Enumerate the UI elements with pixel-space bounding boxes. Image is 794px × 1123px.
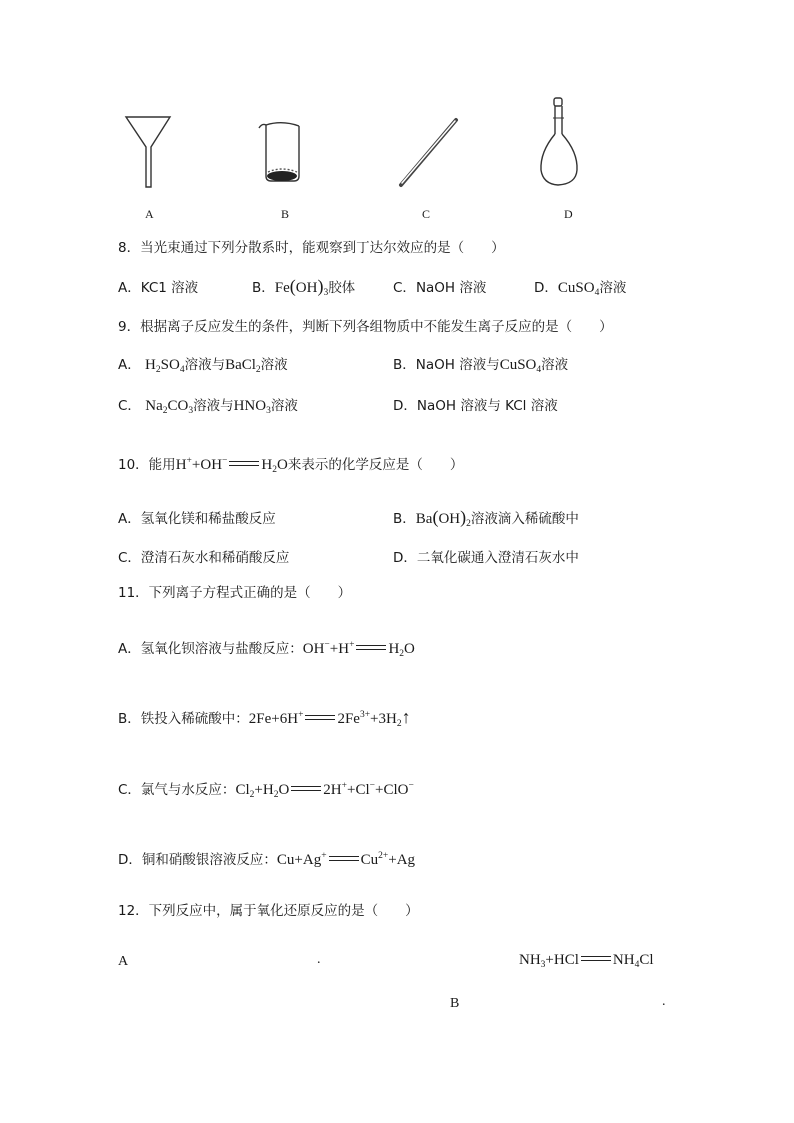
apparatus-label-a: A xyxy=(145,207,154,221)
question-8-stem: 8．当光束通过下列分散系时，能观察到丁达尔效应的是（ ） xyxy=(118,240,505,256)
question-10-stem: 10．能用H++OH− $H_2O$来表示的化学反应是（ ） xyxy=(118,456,464,475)
question-9-option-d: D．NaOH 溶液与 KCl 溶液 xyxy=(393,398,558,414)
question-8-option-c: C．NaOH 溶液 xyxy=(393,280,487,296)
question-10-option-a: A．氢氧化镁和稀盐酸反应 xyxy=(118,511,276,527)
question-11-option-a: A．氢氧化钡溶液与盐酸反应：OH−+H+ $H_2O$ xyxy=(118,640,415,659)
question-11-option-c: C．氯气与水反应：$Cl_2+H_2O$ 2H++Cl−+ClO− xyxy=(118,781,414,800)
question-11-option-d: D．铜和硝酸银溶液反应：Cu+Ag+ $Cu^{2+}+Ag$ xyxy=(118,851,416,868)
apparatus-label-b: B xyxy=(281,207,290,221)
question-8-option-a: A．KC1 溶液 xyxy=(118,280,199,296)
question-9-option-a: A． $H_2SO_4$溶液与BaCl$_2$溶液 xyxy=(118,357,288,375)
question-8-option-d: D．CuSO$_4$溶液 xyxy=(534,280,627,298)
question-11-option-b: B．铁投入稀硫酸中：2Fe+6H+ $2Fe^{3+}+3H_2↑$ xyxy=(118,707,411,729)
question-9-option-b: B．NaOH 溶液与CuSO$_4$溶液 xyxy=(393,357,569,375)
volumetric-flask-icon xyxy=(541,98,577,185)
question-12-stem: 12．下列反应中，属于氧化还原反应的是（ ） xyxy=(118,903,419,919)
apparatus-label-c: C xyxy=(422,207,431,221)
apparatus-label-d: D xyxy=(564,207,573,221)
question-12-option-a-dot: . xyxy=(317,952,321,967)
question-9-option-c: C． $Na_2CO_3$溶液与$HNO_3$溶液 xyxy=(118,398,298,416)
question-10-option-c: C．澄清石灰水和稀硝酸反应 xyxy=(118,550,290,566)
apparatus-figure xyxy=(0,90,794,200)
beaker-icon xyxy=(259,123,299,181)
question-9-stem: 9．根据离子反应发生的条件，判断下列各组物质中不能发生离子反应的是（ ） xyxy=(118,319,613,335)
question-12-option-b-dot: . xyxy=(662,994,666,1009)
question-12-option-b-label: B xyxy=(450,996,460,1011)
question-8-option-b: B．$Fe(OH)_3$胶体 xyxy=(252,276,356,298)
question-12-option-a-label: A xyxy=(118,954,129,969)
funnel-icon xyxy=(126,117,170,187)
question-12-option-a-equation: $NH_3+HCl$ $NH_4Cl$ xyxy=(519,952,654,970)
question-10-option-b: B．$Ba(OH)_2$溶液滴入稀硫酸中 xyxy=(393,507,579,529)
question-10-option-d: D．二氧化碳通入澄清石灰水中 xyxy=(393,550,579,566)
question-11-stem: 11．下列离子方程式正确的是（ ） xyxy=(118,585,352,601)
